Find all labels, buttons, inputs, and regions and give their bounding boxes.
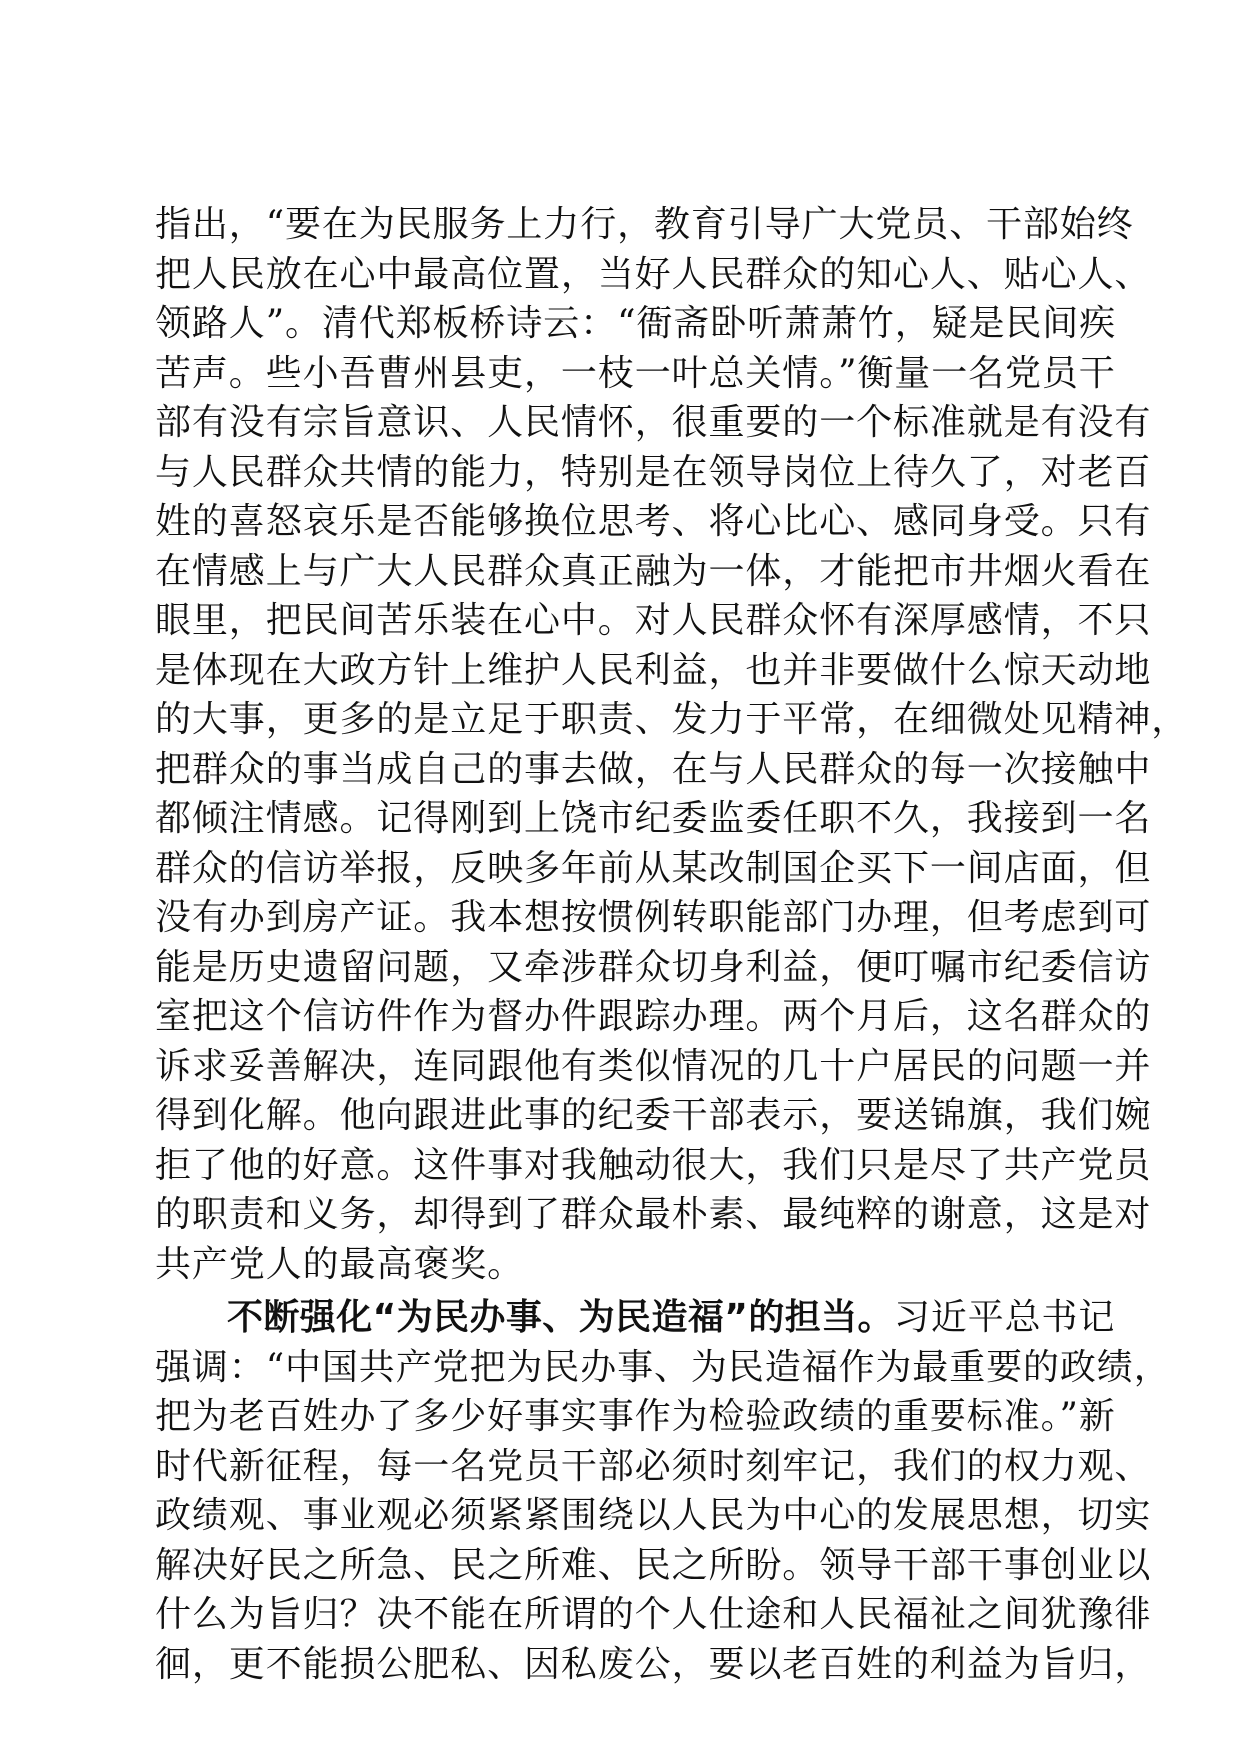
text-line: 姓的喜怒哀乐是否能够换位思考、将心比心、感同身受。只有 bbox=[155, 501, 1152, 542]
text-line: 都倾注情感。记得刚到上饶市纪委监委任职不久，我接到一名 bbox=[155, 798, 1152, 839]
text-line: 共产党人的最高褒奖。 bbox=[155, 1243, 525, 1285]
text-line: 苦声。些小吾曹州县吏，一枝一叶总关情。”衡量一名党员干 bbox=[155, 352, 1116, 394]
text-line: 徊，更不能损公肥私、因私废公，要以老百姓的利益为旨归， bbox=[155, 1643, 1152, 1685]
text-line: 是体现在大政方针上维护人民利益，也并非要做什么惊天动地 bbox=[155, 649, 1152, 691]
text-line: 指出，“要在为民服务上力行，教育引导广大党员、干部始终 bbox=[155, 204, 1134, 245]
text-line: 诉求妥善解决，连同跟他有类似情况的几十户居民的问题一并 bbox=[155, 1045, 1152, 1087]
text-line: 解决好民之所急、民之所难、民之所盼。领导干部干事创业以 bbox=[155, 1544, 1152, 1586]
paragraph-2 bbox=[155, 1293, 1171, 1689]
text-line: 群众的信访举报，反映多年前从某改制国企买下一间店面，但 bbox=[155, 847, 1152, 889]
text-line: 在情感上与广大人民群众真正融为一体，才能把市井烟火看在 bbox=[155, 550, 1152, 592]
text-line: 眼里，把民间苦乐装在心中。对人民群众怀有深厚感情，不只 bbox=[155, 600, 1152, 641]
text-line: 什么为旨归？决不能在所谓的个人仕途和人民福祉之间犹豫徘 bbox=[155, 1594, 1152, 1635]
text-line: 把为老百姓办了多少好事实事作为检验政绩的重要标准。”新 bbox=[155, 1396, 1116, 1437]
text-line: 部有没有宗旨意识、人民情怀，很重要的一个标准就是有没有 bbox=[155, 402, 1152, 443]
text-line: 室把这个信访件作为督办件跟踪办理。两个月后，这名群众的 bbox=[155, 996, 1152, 1037]
text-line: 政绩观、事业观必须紧紧围绕以人民为中心的发展思想，切实 bbox=[155, 1495, 1152, 1536]
paragraph-1 bbox=[155, 200, 1189, 1289]
text-line: 时代新征程，每一名党员干部必须时刻牢记，我们的权力观、 bbox=[155, 1445, 1152, 1487]
text-line: 把群众的事当成自己的事去做，在与人民群众的每一次接触中 bbox=[155, 748, 1152, 790]
text-line: 的大事，更多的是立足于职责、发力于平常，在细微处见精神， bbox=[155, 699, 1189, 740]
text-line: 没有办到房产证。我本想按惯例转职能部门办理，但考虑到可 bbox=[155, 897, 1152, 938]
text-line: 把人民放在心中最高位置，当好人民群众的知心人、贴心人、 bbox=[155, 253, 1152, 295]
text-line: 的职责和义务，却得到了群众最朴素、最纯粹的谢意，这是对 bbox=[155, 1194, 1152, 1235]
text-segment: 习近平总书记 bbox=[893, 1297, 1116, 1338]
text-line: 强调：“中国共产党把为民办事、为民造福作为最重要的政绩， bbox=[155, 1346, 1171, 1388]
text-line: 与人民群众共情的能力，特别是在领导岗位上待久了，对老百 bbox=[155, 451, 1152, 493]
text-line: 拒了他的好意。这件事对我触动很大，我们只是尽了共产党员 bbox=[155, 1144, 1152, 1186]
text-line: 领路人”。清代郑板桥诗云：“衙斋卧听萧萧竹，疑是民间疾 bbox=[155, 303, 1117, 344]
text-line: 得到化解。他向跟进此事的纪委干部表示，要送锦旗，我们婉 bbox=[155, 1095, 1152, 1136]
paragraph-heading: 不断强化“为民办事、为民造福”的担当。 bbox=[227, 1297, 894, 1338]
document-body bbox=[155, 200, 1189, 1689]
text-line: 能是历史遗留问题，又牵涉群众切身利益，便叮嘱市纪委信访 bbox=[155, 946, 1152, 988]
paragraph-2-first-line bbox=[155, 1293, 1116, 1343]
